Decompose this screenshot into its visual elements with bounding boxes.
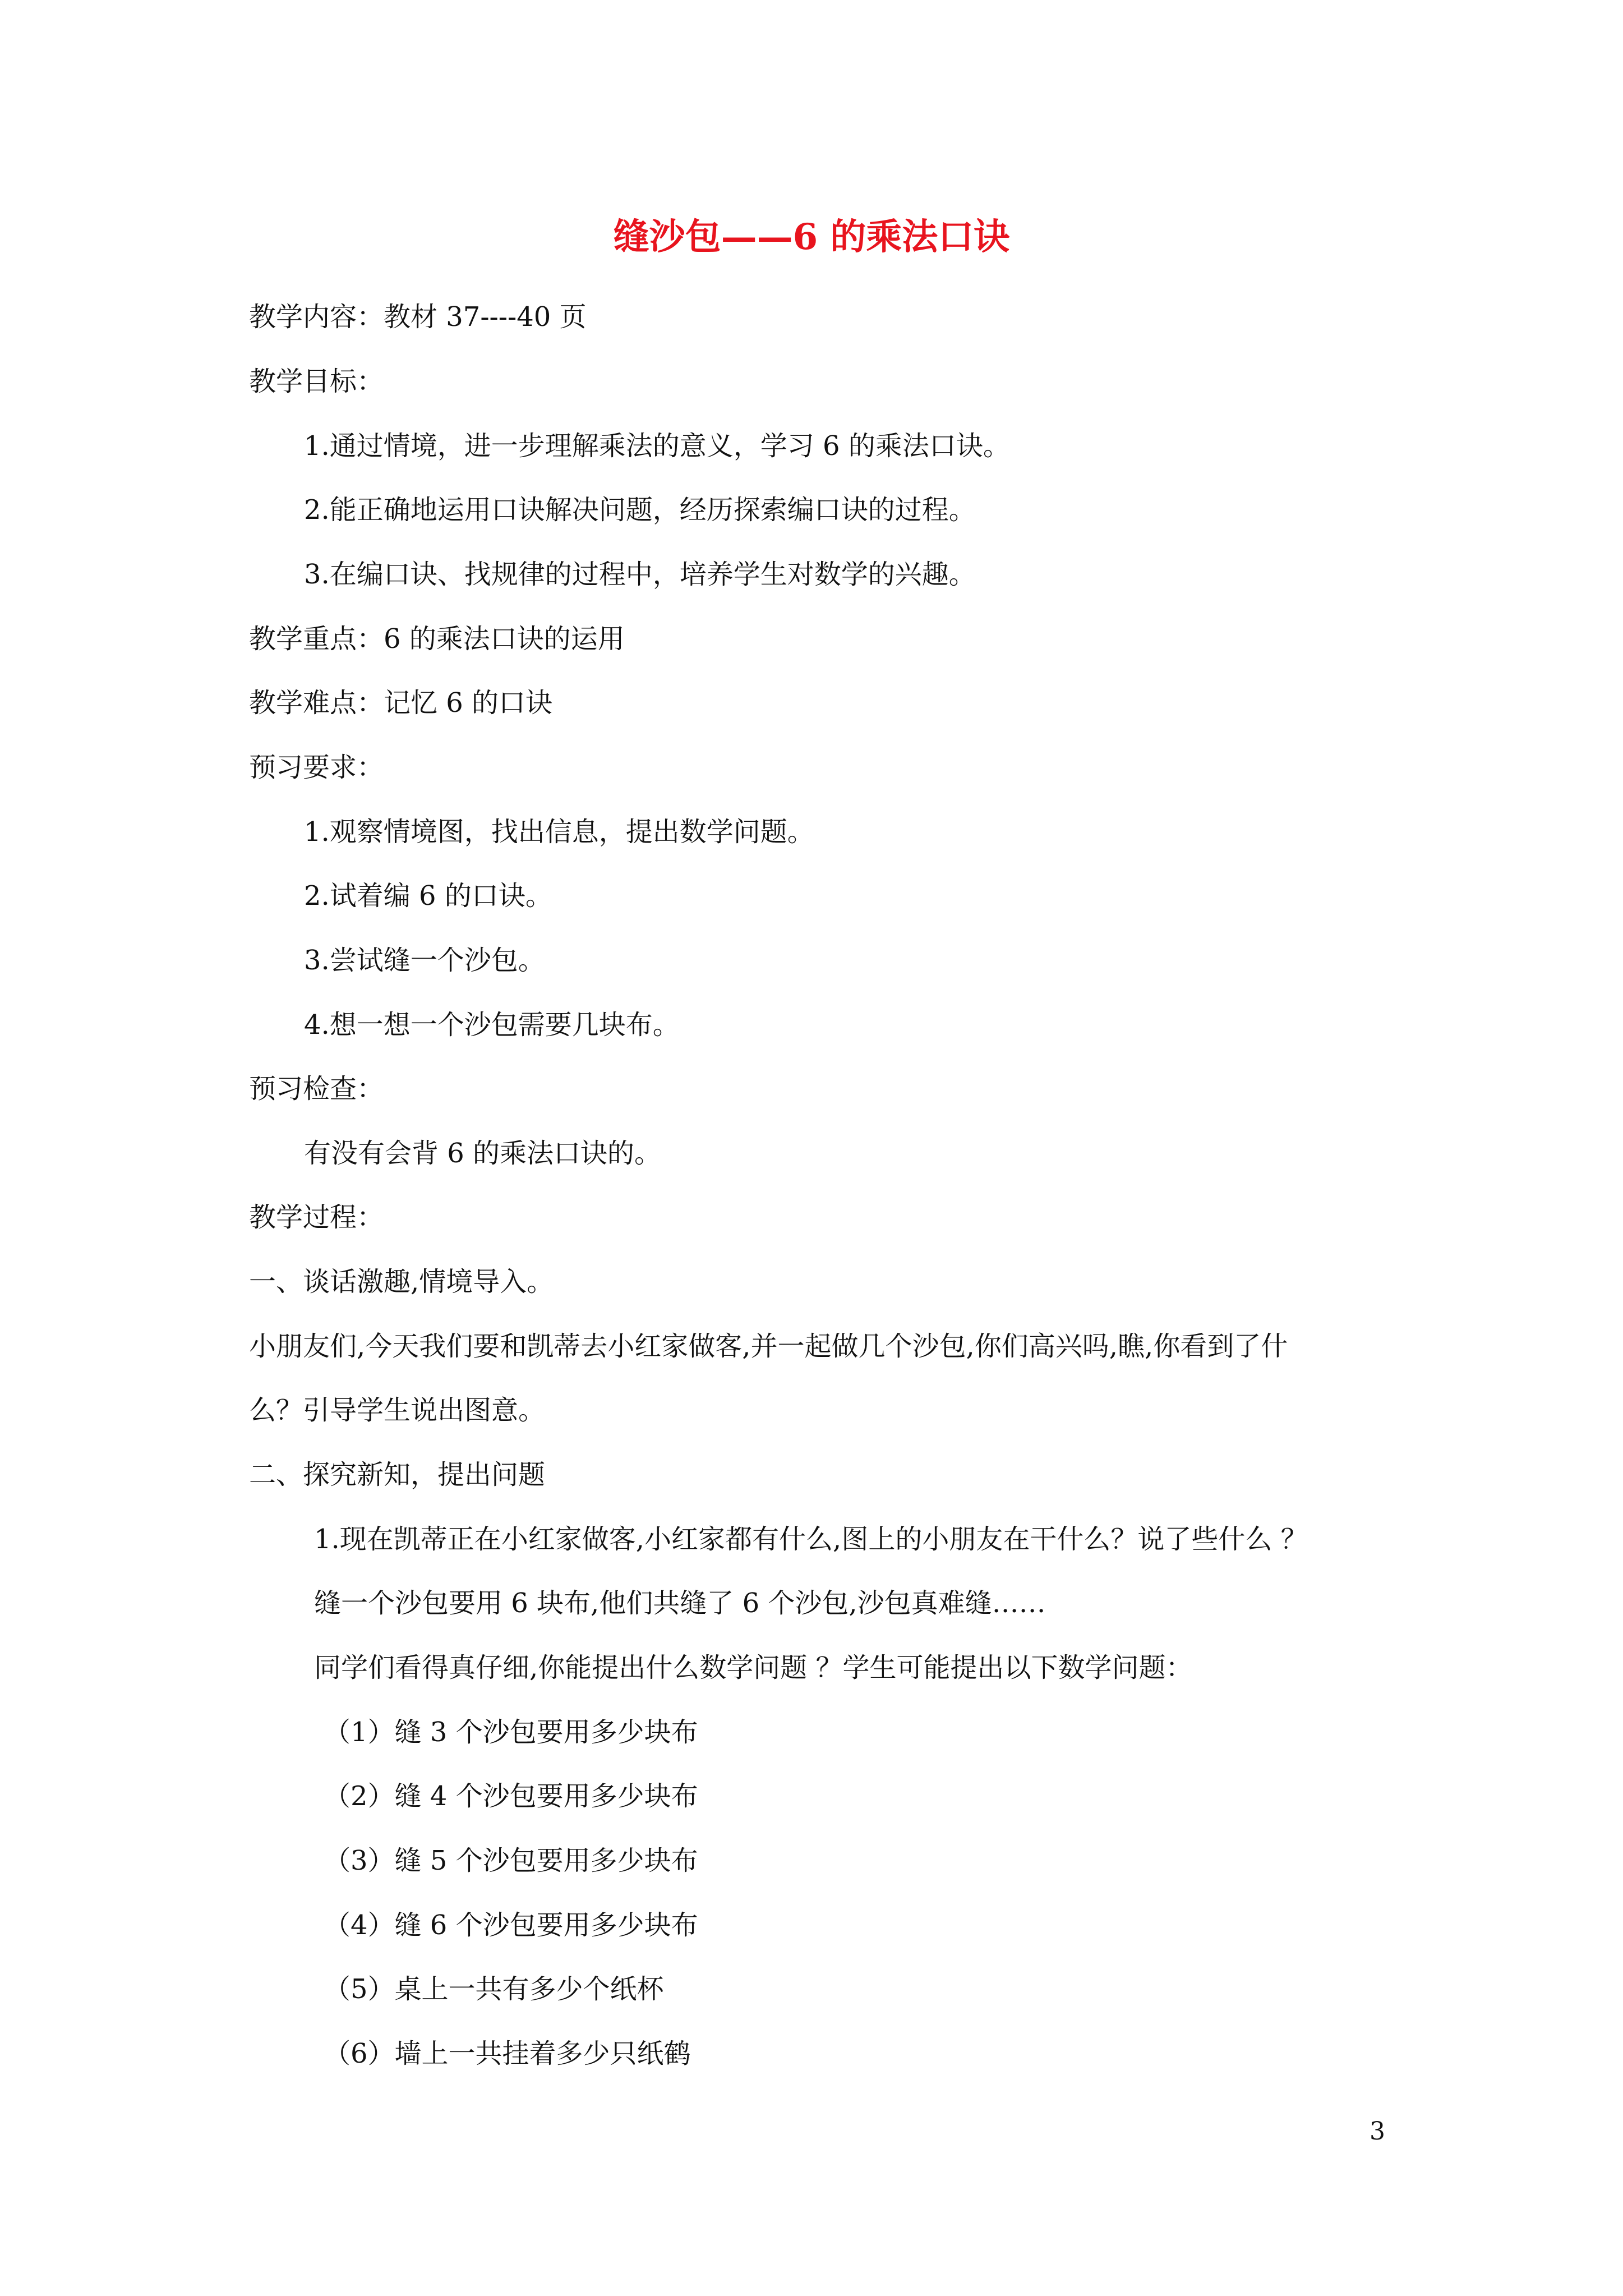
- list-item-question-2: （2）缝 4 个沙包要用多少块布: [324, 1780, 698, 1812]
- text-line-preview-requirements: 预习要求：: [249, 752, 384, 783]
- text-line-requirement-2: 2.试着编 6 的口诀。: [304, 880, 552, 912]
- text-line-process-quote: 缝一个沙包要用 6 块布,他们共缝了 6 个沙包,沙包真难缝……: [314, 1588, 1046, 1619]
- list-item-question-3: （3）缝 5 个沙包要用多少块布: [324, 1845, 698, 1876]
- text-line-key-point: 教学重点：6 的乘法口诀的运用: [249, 623, 625, 655]
- text-line-requirement-3: 3.尝试缝一个沙包。: [304, 945, 545, 976]
- text-line-intro-paragraph: 小朋友们,今天我们要和凯蒂去小红家做客,并一起做几个沙包,你们高兴吗,瞧,你看到了什: [249, 1331, 1288, 1362]
- text-line-teaching-content: 教学内容：教材 37----40 页: [249, 301, 587, 333]
- text-line-process-1: 1.现在凯蒂正在小红家做客,小红家都有什么,图上的小朋友在干什么？说了些什么 ？: [314, 1524, 1308, 1555]
- text-line-requirement-1: 1.观察情境图，找出信息，提出数学问题。: [304, 816, 814, 848]
- text-line-process-question: 同学们看得真仔细,你能提出什么数学问题 ？学生可能提出以下数学问题：: [314, 1652, 1193, 1683]
- list-item-question-5: （5）桌上一共有多少个纸杯: [324, 1973, 664, 2005]
- text-line-section-1: 一、谈话激趣,情境导入。: [249, 1266, 554, 1297]
- text-line-teaching-goals: 教学目标：: [249, 366, 384, 397]
- text-line-goal-1: 1.通过情境，进一步理解乘法的意义，学习 6 的乘法口诀。: [304, 430, 1010, 462]
- text-line-difficulty: 教学难点：记忆 6 的口诀: [249, 687, 553, 719]
- text-line-goal-2: 2.能正确地运用口诀解决问题，经历探索编口诀的过程。: [304, 494, 976, 526]
- document-title: 缝沙包——6 的乘法口诀: [613, 216, 1010, 258]
- page-number: 3: [1370, 2117, 1385, 2146]
- text-line-section-2: 二、探究新知，提出问题: [249, 1459, 546, 1490]
- text-line-teaching-process: 教学过程：: [249, 1202, 384, 1233]
- list-item-question-1: （1）缝 3 个沙包要用多少块布: [324, 1717, 698, 1748]
- text-line-preview-check: 预习检查：: [249, 1073, 384, 1105]
- list-item-question-4: （4）缝 6 个沙包要用多少块布: [324, 1910, 698, 1941]
- text-line-preview-check-detail: 有没有会背 6 的乘法口诀的。: [304, 1138, 662, 1169]
- text-line-intro-paragraph-cont: 么？引导学生说出图意。: [249, 1395, 546, 1426]
- text-line-requirement-4: 4.想一想一个沙包需要几块布。: [304, 1009, 680, 1041]
- text-line-goal-3: 3.在编口诀、找规律的过程中，培养学生对数学的兴趣。: [304, 559, 976, 590]
- list-item-question-6: （6）墙上一共挂着多少只纸鹤: [324, 2038, 691, 2069]
